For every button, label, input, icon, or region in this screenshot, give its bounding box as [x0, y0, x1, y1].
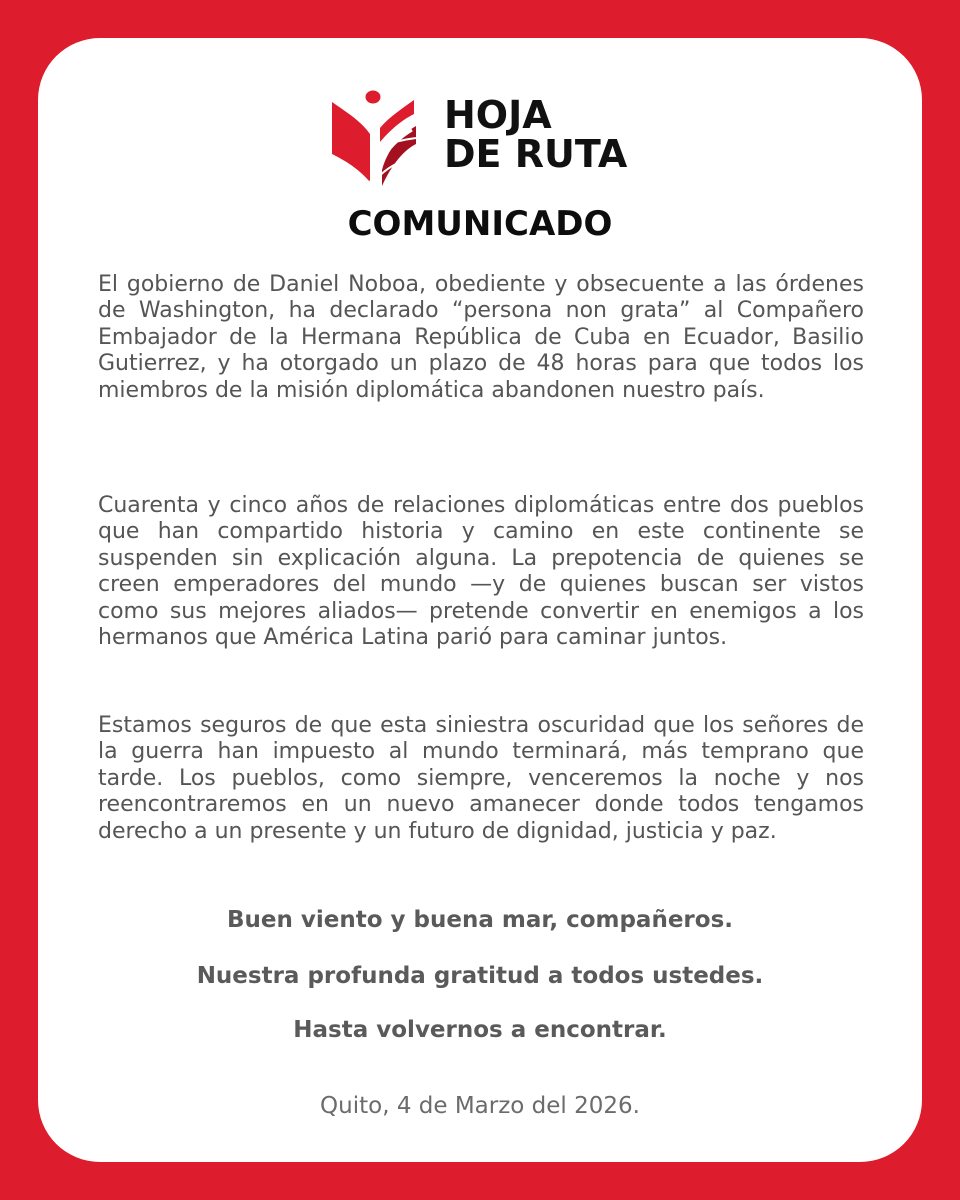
paragraph-2: Cuarenta y cinco años de relaciones diplomáticas entre dos pueblos que han compartido historia y camino en este continente se suspenden sin explicación alguna. La prepotencia de quienes se creen emperadores del mundo —y de quienes buscan ser vistos como sus mejores aliados— pretende convertir en enemigos a los hermanos que América Latina parió para caminar juntos.	[98, 493, 864, 651]
brand-line1: HOJA	[444, 93, 552, 137]
closing-line-2: Nuestra profunda gratitud a todos ustedes.	[196, 963, 764, 989]
closing-line-3: Hasta volvernos a encontrar.	[293, 1017, 667, 1043]
brand-logo	[330, 90, 630, 190]
brand-line2: DE RUTA	[444, 132, 628, 176]
paragraph-3: Estamos seguros de que esta siniestra oscuridad que los señores de la guerra han impuesto al mundo terminará, más temprano que tarde. Los pueblos, como siempre, venceremos la noche y nos reencontraremos en un nuevo amanecer donde todos tengamos derecho a un presente y un futuro de dignidad, justicia y paz.	[98, 713, 864, 844]
brand-wordmark	[444, 93, 628, 176]
signature-date: Quito, 4 de Marzo del 2026.	[320, 1093, 640, 1119]
hoja-de-ruta-logo-icon	[330, 90, 420, 188]
page-title: COMUNICADO	[347, 204, 613, 244]
paragraph-1: El gobierno de Daniel Noboa, obediente y obsecuente a las órdenes de Washington, ha declarado “persona non grata” al Compañero Embajador de la Hermana República de Cuba en Ecuador, Basilio Gutierrez, y ha otorgado un plazo de 48 horas para que todos los miembros de la misión diplomática abandonen nuestro país.	[98, 272, 864, 403]
closing-line-1: Buen viento y buena mar, compañeros.	[227, 907, 733, 933]
